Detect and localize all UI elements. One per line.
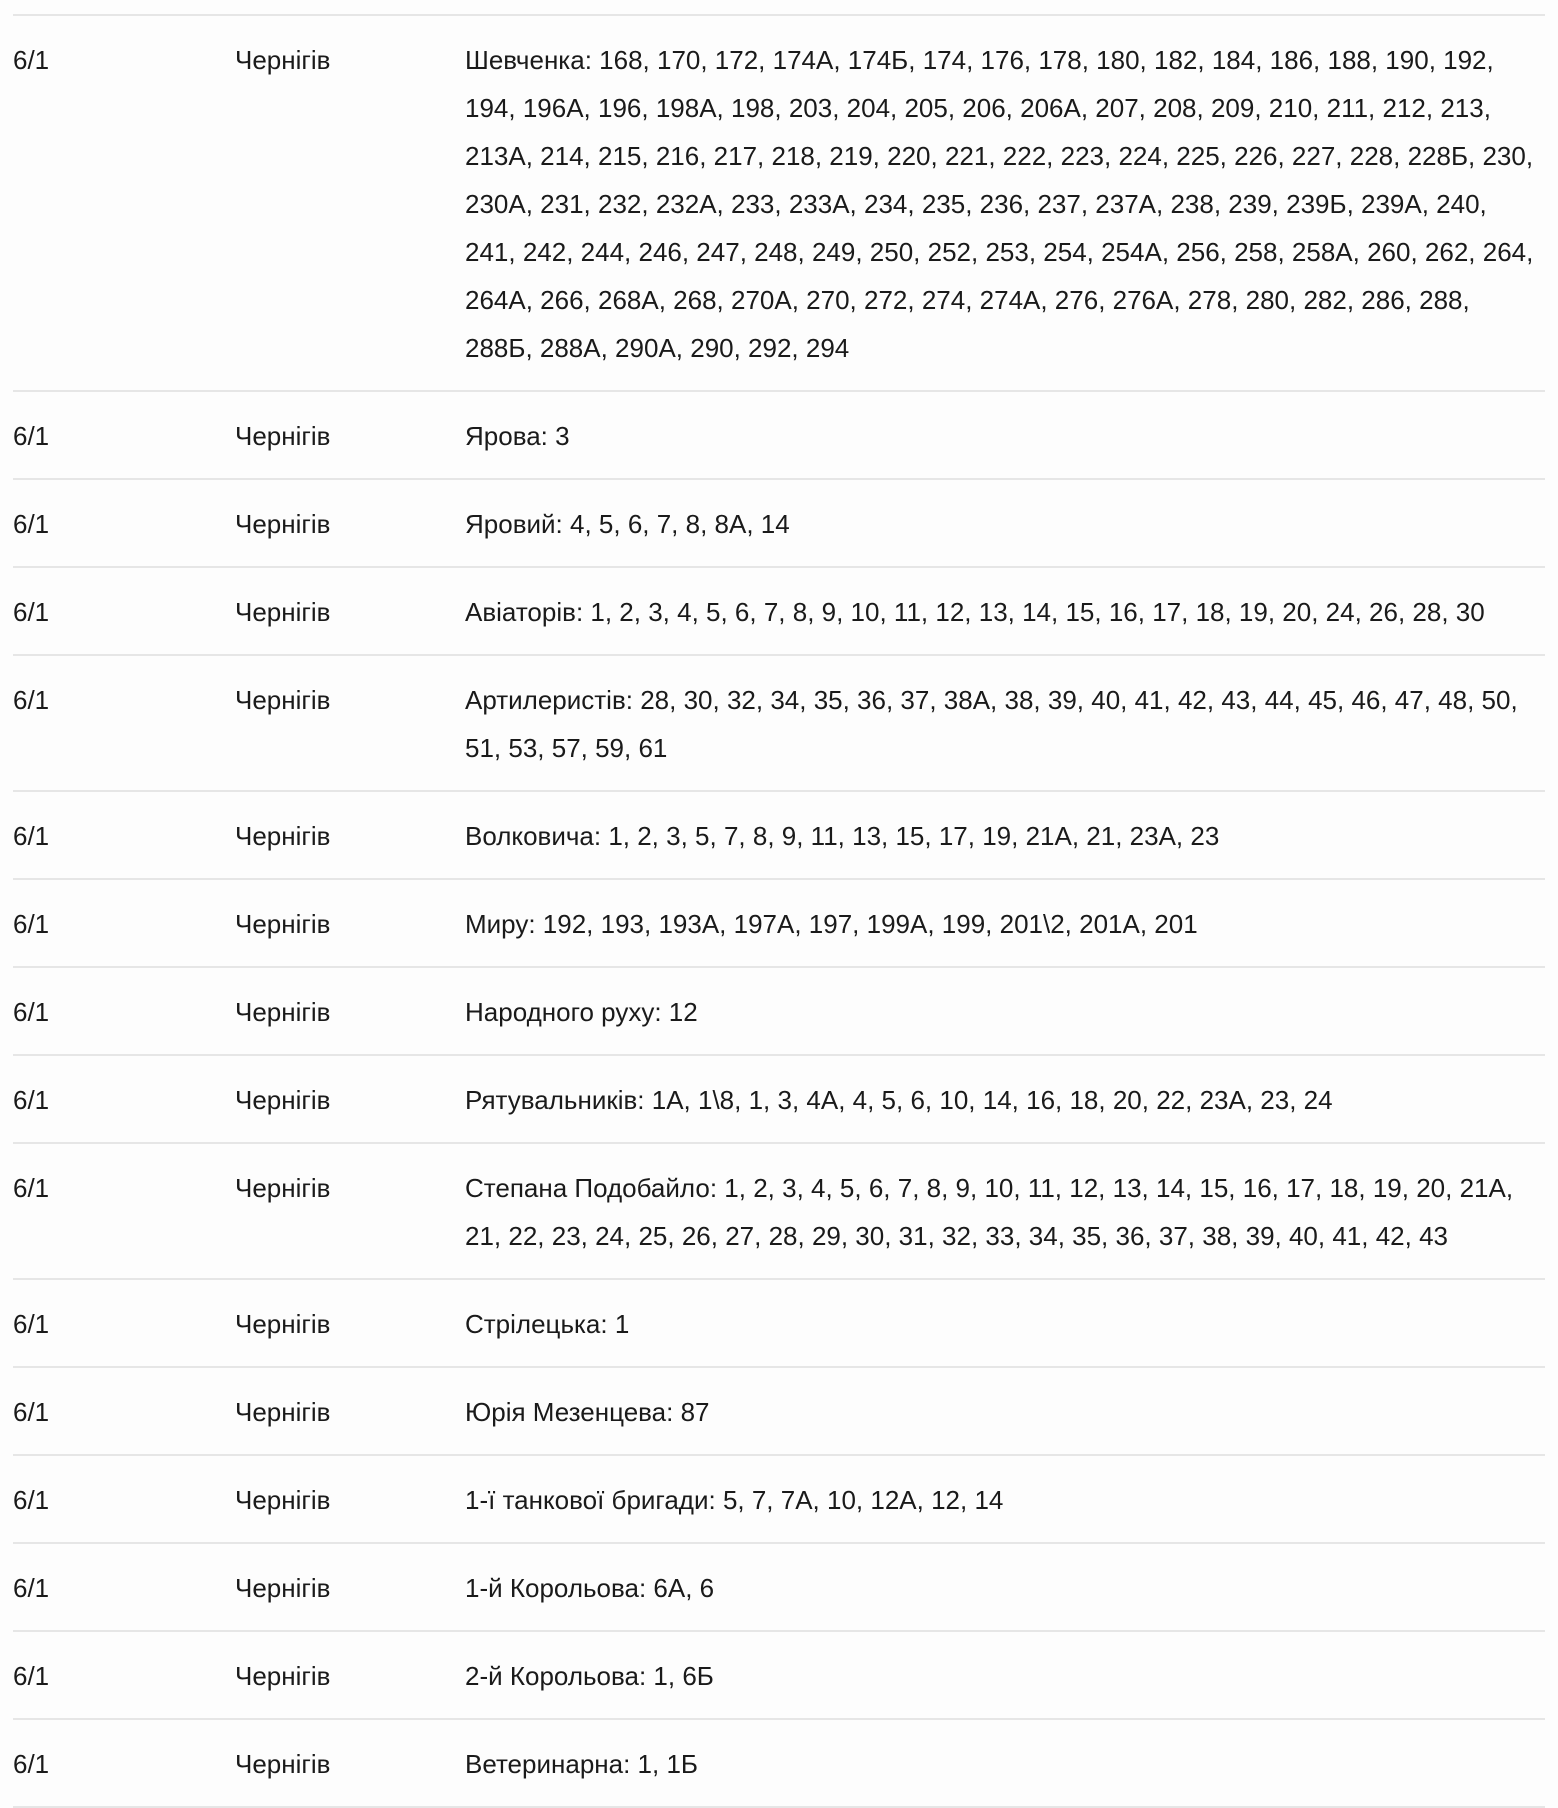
table-row <box>13 1456 1545 1544</box>
table-row <box>13 1144 1545 1280</box>
city-cell: Чернігів <box>235 1661 331 1691</box>
city-cell: Чернігів <box>235 1085 331 1115</box>
table-row <box>13 1056 1545 1144</box>
table-row <box>13 968 1545 1056</box>
queue-cell: 6/1 <box>13 1661 50 1691</box>
table-row <box>13 392 1545 480</box>
city-cell: Чернігів <box>235 685 331 715</box>
address-cell: Степана Подобайло: 1, 2, 3, 4, 5, 6, 7, 8, 9, 10, 11, 12, 13, 14, 15, 16, 17, 18, 19, 20, 21А, 21, 22, 23, 24, 25, 26, 27, 28, 29, 30, 31, 32, 33, 34, 35, 36, 37, 38, 39, 40, 41, 42, 43 <box>465 1173 1514 1251</box>
city-cell: Чернігів <box>235 821 331 851</box>
city-cell: Чернігів <box>235 1173 331 1203</box>
city-cell: Чернігів <box>235 1573 331 1603</box>
city-cell: Чернігів <box>235 909 331 939</box>
address-cell: 2-й Корольова: 1, 6Б <box>465 1661 714 1691</box>
table-row <box>13 1280 1545 1368</box>
address-cell: Ветеринарна: 1, 1Б <box>465 1749 698 1779</box>
outage-schedule-table <box>13 14 1545 1808</box>
address-cell: Авіаторів: 1, 2, 3, 4, 5, 6, 7, 8, 9, 10, 11, 12, 13, 14, 15, 16, 17, 18, 19, 20, 24, 26, 28, 30 <box>465 597 1485 627</box>
table-row <box>13 1632 1545 1720</box>
table-row <box>13 16 1545 392</box>
table-row <box>13 1544 1545 1632</box>
city-cell: Чернігів <box>235 597 331 627</box>
city-cell: Чернігів <box>235 997 331 1027</box>
city-cell: Чернігів <box>235 1485 331 1515</box>
address-cell: 1-ї танкової бригади: 5, 7, 7А, 10, 12А, 12, 14 <box>465 1485 1004 1515</box>
address-cell: Народного руху: 12 <box>465 997 698 1027</box>
table-row <box>13 568 1545 656</box>
queue-cell: 6/1 <box>13 1573 50 1603</box>
queue-cell: 6/1 <box>13 1309 50 1339</box>
address-cell: Шевченка: 168, 170, 172, 174А, 174Б, 174, 176, 178, 180, 182, 184, 186, 188, 190, 192, 194, 196А, 196, 198А, 198, 203, 204, 205, 206, 206А, 207, 208, 209, 210, 211, 212, 213, 213А, 214, 215, 216, 217, 218, 219, 220, 221, 222, 223, 224, 225, 226, 227, 228, 228Б, 230, 230А, 231, 232, 232А, 233, 233А, 234, 235, 236, 237, 237А, 238, 239, 239Б, 239А, 240, 241, 242, 244, 246, 247, 248, 249, 250, 252, 253, 254, 254А, 256, 258, 258А, 260, 262, 264, 264А, 266, 268А, 268, 270А, 270, 272, 274, 274А, 276, 276А, 278, 280, 282, 286, 288, 288Б, 288А, 290А, 290, 292, 294 <box>465 45 1534 363</box>
queue-cell: 6/1 <box>13 597 50 627</box>
address-cell: Яровий: 4, 5, 6, 7, 8, 8А, 14 <box>465 509 790 539</box>
queue-cell: 6/1 <box>13 45 50 75</box>
address-cell: Миру: 192, 193, 193А, 197А, 197, 199А, 199, 201\2, 201А, 201 <box>465 909 1198 939</box>
table-row <box>13 792 1545 880</box>
queue-cell: 6/1 <box>13 909 50 939</box>
address-cell: Юрія Мезенцева: 87 <box>465 1397 710 1427</box>
queue-cell: 6/1 <box>13 997 50 1027</box>
city-cell: Чернігів <box>235 45 331 75</box>
queue-cell: 6/1 <box>13 1749 50 1779</box>
city-cell: Чернігів <box>235 1749 331 1779</box>
table-row <box>13 1720 1545 1808</box>
table-row <box>13 880 1545 968</box>
table-row <box>13 656 1545 792</box>
queue-cell: 6/1 <box>13 509 50 539</box>
table-row <box>13 480 1545 568</box>
city-cell: Чернігів <box>235 509 331 539</box>
queue-cell: 6/1 <box>13 821 50 851</box>
city-cell: Чернігів <box>235 421 331 451</box>
queue-cell: 6/1 <box>13 1485 50 1515</box>
table-row <box>13 1368 1545 1456</box>
queue-cell: 6/1 <box>13 421 50 451</box>
address-cell: Рятувальників: 1А, 1\8, 1, 3, 4А, 4, 5, 6, 10, 14, 16, 18, 20, 22, 23А, 23, 24 <box>465 1085 1333 1115</box>
address-cell: 1-й Корольова: 6А, 6 <box>465 1573 715 1603</box>
queue-cell: 6/1 <box>13 1173 50 1203</box>
queue-cell: 6/1 <box>13 1085 50 1115</box>
city-cell: Чернігів <box>235 1397 331 1427</box>
address-cell: Волковича: 1, 2, 3, 5, 7, 8, 9, 11, 13, 15, 17, 19, 21А, 21, 23А, 23 <box>465 821 1220 851</box>
queue-cell: 6/1 <box>13 1397 50 1427</box>
address-cell: Стрілецька: 1 <box>465 1309 630 1339</box>
address-cell: Ярова: 3 <box>465 421 570 451</box>
city-cell: Чернігів <box>235 1309 331 1339</box>
queue-cell: 6/1 <box>13 685 50 715</box>
address-cell: Артилеристів: 28, 30, 32, 34, 35, 36, 37, 38А, 38, 39, 40, 41, 42, 43, 44, 45, 46, 47, 48, 50, 51, 53, 57, 59, 61 <box>465 685 1518 763</box>
